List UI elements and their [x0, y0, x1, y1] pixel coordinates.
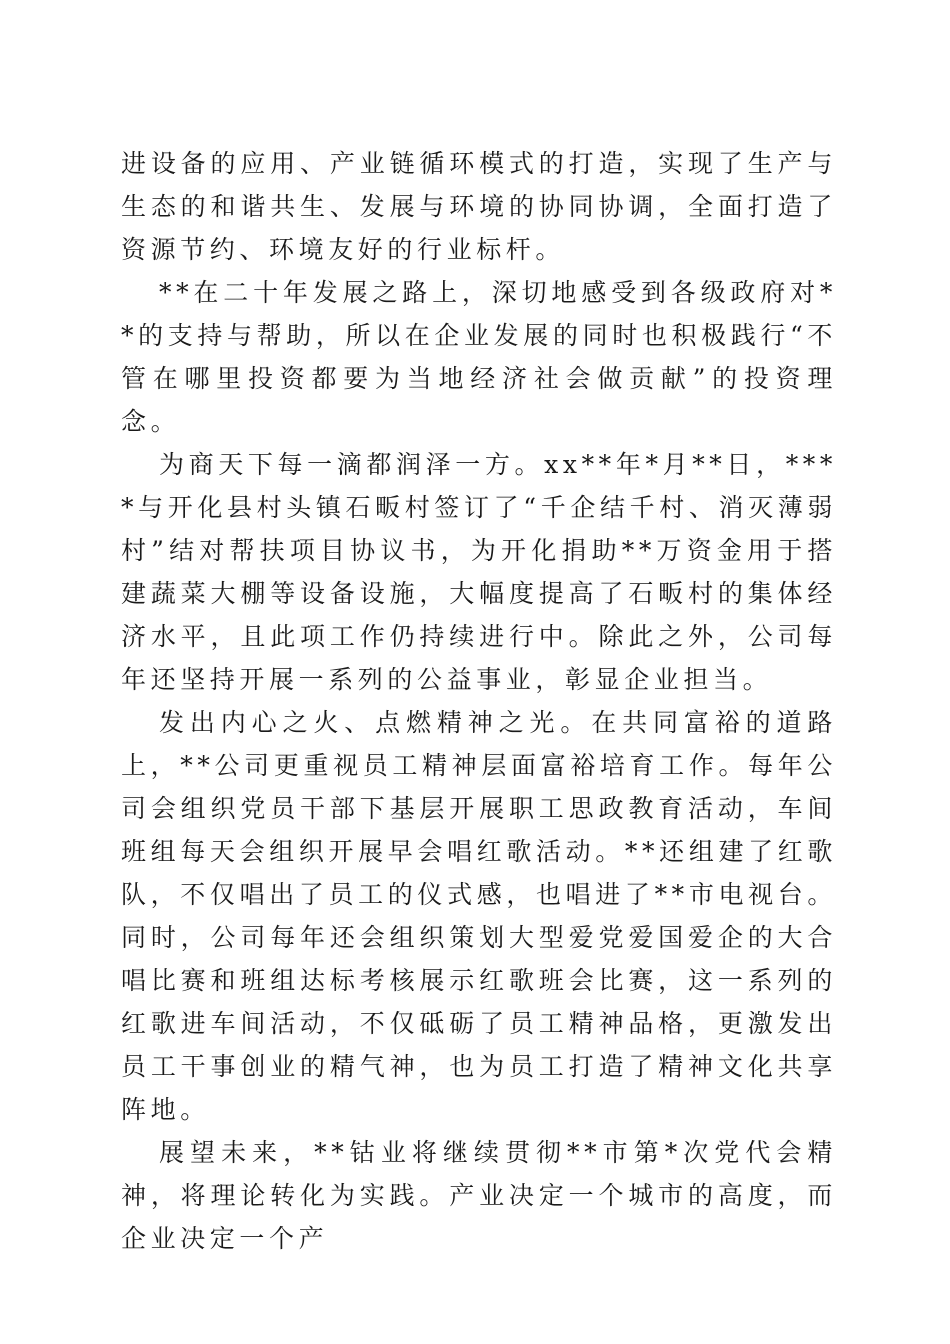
paragraph-spiritual-culture: 发出内心之火、点燃精神之光。在共同富裕的道路上，**公司更重视员工精神层面富裕培育工作。每年公司会组织党员干部下基层开展职工思政教育活动，车间班组每天会组织开展早会唱红歌活动。**还组建了红歌队，不仅唱出了员工的仪式感，也唱进了**市电视台。同时，公司每年还会组织策划大型爱党爱国爱企的大合唱比赛和班组达标考核展示红歌班会比赛，这一系列的红歌进车间活动，不仅砥砺了员工精神品格，更激发出员工干事创业的精气神，也为员工打造了精神文化共享阵地。: [121, 708, 837, 1124]
paragraph-continuation: 进设备的应用、产业链循环模式的打造，实现了生产与生态的和谐共生、发展与环境的协同协调，全面打造了资源节约、环境友好的行业标杆。: [121, 149, 837, 264]
document-page: [121, 142, 837, 1260]
paragraph-government-support: **在二十年发展之路上，深切地感受到各级政府对**的支持与帮助，所以在企业发展的同时也积极践行“不管在哪里投资都要为当地经济社会做贡献”的投资理念。: [121, 278, 837, 436]
paragraph-poverty-assistance: 为商天下每一滴都润泽一方。xx**年*月**日，****与开化县村头镇石畈村签订了“千企结千村、消灭薄弱村”结对帮扶项目协议书，为开化捐助**万资金用于搭建蔬菜大棚等设备设施，大幅度提高了石畈村的集体经济水平，且此项工作仍持续进行中。除此之外，公司每年还坚持开展一系列的公益事业，彰显企业担当。: [121, 450, 837, 694]
paragraph-outlook: 展望未来，**钴业将继续贯彻**市第*次党代会精神，将理论转化为实践。产业决定一个城市的高度，而企业决定一个产: [121, 1138, 837, 1253]
